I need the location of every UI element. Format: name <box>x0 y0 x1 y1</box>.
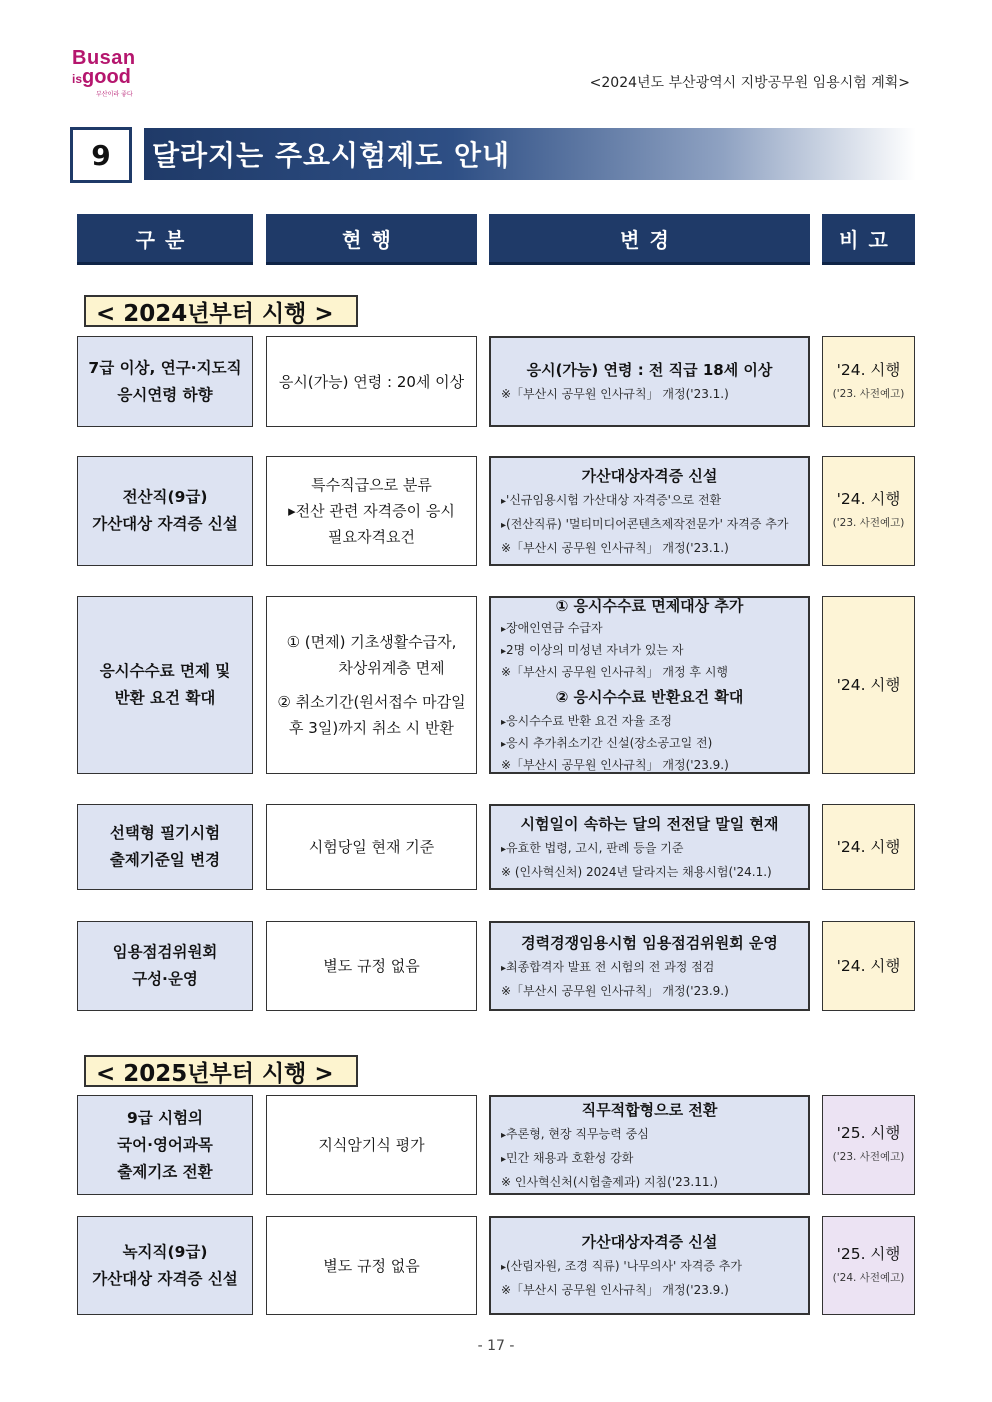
change-bullet: ▸ '신규임용시험 가산대상 자격증'으로 전환 <box>501 489 798 513</box>
change-reference: ※「부산시 공무원 인사규칙」 개정 후 시행 <box>501 665 729 679</box>
row-category: 7급 이상, 연구·지도직 응시연령 하향 <box>77 336 253 427</box>
column-header-category: 구분 <box>77 214 253 265</box>
change-bullet: ▸ 장애인연금 수급자 <box>501 618 798 640</box>
change-title-2: ② 응시수수료 반환요건 확대 <box>555 688 744 706</box>
row-change <box>489 1216 810 1315</box>
row-current: 별도 규정 없음 <box>266 921 477 1011</box>
change-bullet: ▸ 최종합격자 발표 전 시험의 전 과정 점검 <box>501 956 798 980</box>
row-change <box>489 456 810 566</box>
change-bullet: ▸ 추론형, 현장 직무능력 중심 <box>501 1123 798 1147</box>
row-current: 시험당일 현재 기준 <box>266 804 477 890</box>
row-category: 전산직(9급) 가산대상 자격증 신설 <box>77 456 253 566</box>
banner-2024: < 2024년부터 시행 > <box>84 295 358 327</box>
document-title: <2024년도 부산광역시 지방공무원 임용시험 계획> <box>589 75 910 91</box>
change-reference: ※ (인사혁신처) 2024년 달라지는 채용시험('24.1.) <box>501 864 772 879</box>
change-title: ① 응시수수료 면제대상 추가 <box>555 597 744 615</box>
change-reference: ※「부산시 공무원 인사규칙」 개정('23.1.) <box>501 387 729 401</box>
row-note: '24. 시행 <box>822 596 915 774</box>
row-change <box>489 596 810 774</box>
row-note: '24. 시행 <box>822 921 915 1011</box>
change-bullet: ▸ 유효한 법령, 고시, 판례 등을 기준 <box>501 837 798 861</box>
page-number: - 17 - <box>477 1338 515 1354</box>
row-category: 임용점검위원회 구성·운영 <box>77 921 253 1011</box>
row-category: 응시수수료 면제 및 반환 요건 확대 <box>77 596 253 774</box>
change-bullet: ▸ 민간 채용과 호환성 강화 <box>501 1147 798 1171</box>
change-title: 가산대상자격증 신설 <box>581 1233 718 1251</box>
column-header-note: 비고 <box>822 214 915 265</box>
banner-2025: < 2025년부터 시행 > <box>84 1055 358 1087</box>
row-change <box>489 336 810 427</box>
row-category: 녹지직(9급) 가산대상 자격증 신설 <box>77 1216 253 1315</box>
change-reference: ※「부산시 공무원 인사규칙」 개정('23.9.) <box>501 983 729 998</box>
change-title: 경력경쟁임용시험 임용점검위원회 운영 <box>521 933 778 952</box>
row-change <box>489 921 810 1011</box>
row-current: 별도 규정 없음 <box>266 1216 477 1315</box>
row-category: 9급 시험의 국어·영어과목 출제기조 전환 <box>77 1095 253 1195</box>
row-note: '25. 시행 ('23. 사전예고) <box>822 1095 915 1195</box>
logo-line2: isgood <box>72 66 131 88</box>
change-bullet: ▸ 응시수수료 반환 요건 자율 조정 <box>501 711 798 733</box>
row-current: 응시(가능) 연령 : 20세 이상 <box>266 336 477 427</box>
row-note: '24. 시행 ('23. 사전예고) <box>822 456 915 566</box>
change-title: 시험일이 속하는 달의 전전달 말일 현재 <box>520 814 779 833</box>
row-current: ① (면제) 기초생활수급자, 차상위계층 면제 ② 취소기간(원서접수 마감일 후 3일)까지 취소 시 반환 <box>266 596 477 774</box>
column-header-change: 변경 <box>489 214 810 265</box>
column-header-current: 현행 <box>266 214 477 265</box>
change-reference: ※「부산시 공무원 인사규칙」 개정('23.9.) <box>501 1283 729 1297</box>
change-title: 직무적합형으로 전환 <box>581 1100 718 1119</box>
logo-tagline: 부산이라 좋다 <box>96 91 133 98</box>
logo-line1: Busan <box>72 47 136 69</box>
row-change <box>489 804 810 890</box>
change-bullet: ▸ 2명 이상의 미성년 자녀가 있는 자 <box>501 640 798 662</box>
row-category: 선택형 필기시험 출제기준일 변경 <box>77 804 253 890</box>
change-reference: ※「부산시 공무원 인사규칙」 개정('23.9.) <box>501 758 729 772</box>
change-title: 응시(가능) 연령 : 전 직급 18세 이상 <box>526 361 773 379</box>
row-current: 지식암기식 평가 <box>266 1095 477 1195</box>
row-note: '24. 시행 ('23. 사전예고) <box>822 336 915 427</box>
change-bullet: ▸ 응시 추가취소기간 신설(장소공고일 전) <box>501 733 798 755</box>
change-bullet: ▸ (산림자원, 조경 직류) '나무의사' 자격증 추가 <box>501 1255 798 1279</box>
row-current: 특수직급으로 분류 ▸전산 관련 자격증이 응시 필요자격요건 <box>266 456 477 566</box>
row-note: '24. 시행 <box>822 804 915 890</box>
change-title: 가산대상자격증 신설 <box>581 466 718 485</box>
section-number: 9 <box>91 138 111 172</box>
change-reference: ※「부산시 공무원 인사규칙」 개정('23.1.) <box>501 540 729 555</box>
change-bullet: ▸ (전산직류) '멀티미디어콘텐츠제작전문가' 자격증 추가 <box>501 513 798 537</box>
section-title: 달라지는 주요시험제도 안내 <box>152 139 511 172</box>
change-reference: ※ 인사혁신처(시험출제과) 지침('23.11.) <box>501 1174 718 1189</box>
row-note: '25. 시행 ('24. 사전예고) <box>822 1216 915 1315</box>
busan-logo <box>72 48 152 98</box>
row-change <box>489 1095 810 1195</box>
